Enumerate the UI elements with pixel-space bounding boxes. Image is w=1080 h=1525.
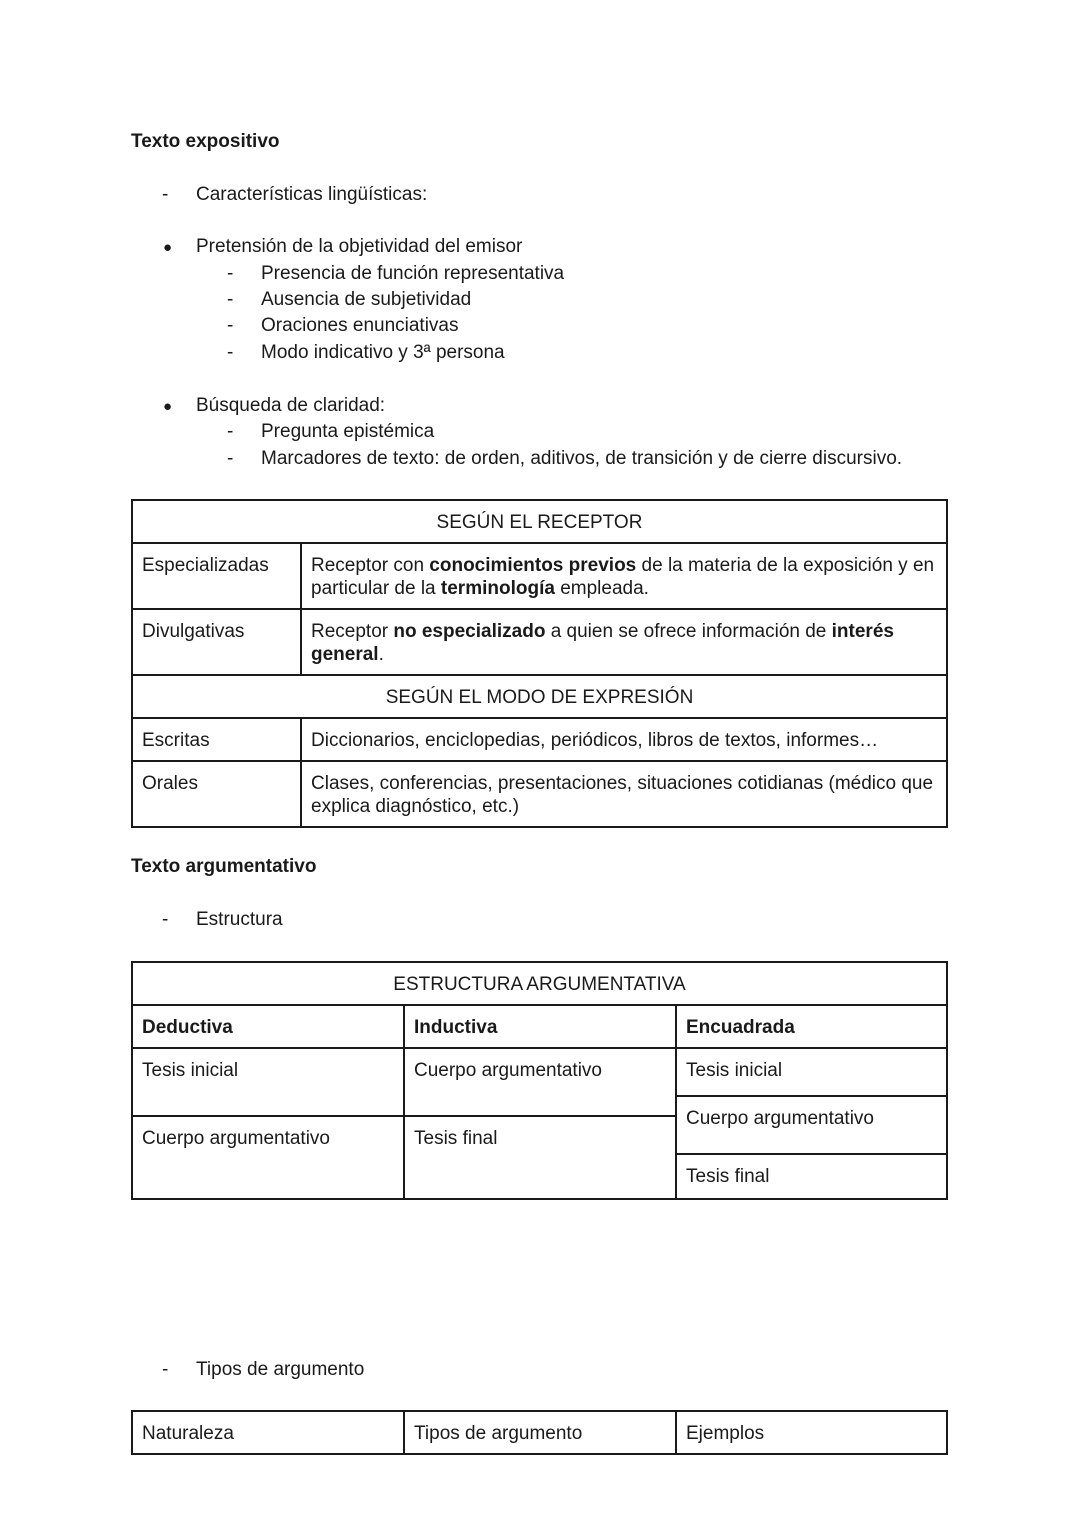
encuadrada-cell: Cuerpo argumentativo bbox=[676, 1096, 947, 1154]
dash-marker: - bbox=[227, 421, 234, 442]
tipos-label: Tipos de argumento bbox=[196, 1359, 365, 1380]
objetividad-item: Oraciones enunciativas bbox=[261, 315, 459, 336]
modo-header: SEGÚN EL MODO DE EXPRESIÓN bbox=[132, 675, 947, 718]
claridad-item: Marcadores de texto: de orden, aditivos, de transición y de cierre discursivo. bbox=[261, 448, 903, 469]
especializadas-desc: Receptor con conocimientos previos de la materia de la exposición y en particular de la terminología empleada. bbox=[301, 543, 947, 609]
col-inductiva: Inductiva bbox=[404, 1005, 676, 1048]
expositivo-table bbox=[131, 499, 948, 828]
objetividad-item: Presencia de función representativa bbox=[261, 263, 565, 284]
objetividad-label: Pretensión de la objetividad del emisor bbox=[196, 236, 523, 257]
escritas-desc: Diccionarios, enciclopedias, periódicos, libros de textos, informes… bbox=[301, 718, 947, 761]
dash-marker: - bbox=[162, 184, 169, 205]
tipos-table bbox=[131, 1410, 948, 1455]
claridad-label: Búsqueda de claridad: bbox=[196, 395, 386, 416]
escritas-label: Escritas bbox=[132, 718, 301, 761]
estructura-label: Estructura bbox=[196, 909, 283, 930]
col-encuadrada: Encuadrada bbox=[676, 1005, 947, 1048]
receptor-header: SEGÚN EL RECEPTOR bbox=[132, 500, 947, 543]
claridad-item: Pregunta epistémica bbox=[261, 421, 435, 442]
section-title-argumentativo: Texto argumentativo bbox=[131, 856, 317, 877]
dash-marker: - bbox=[162, 1359, 169, 1380]
orales-desc: Clases, conferencias, presentaciones, situaciones cotidianas (médico que explica diagnóstico, etc.) bbox=[301, 761, 947, 827]
objetividad-item: Modo indicativo y 3ª persona bbox=[261, 342, 505, 363]
orales-label: Orales bbox=[132, 761, 301, 827]
encuadrada-cell: Tesis final bbox=[676, 1154, 947, 1199]
estructura-header: ESTRUCTURA ARGUMENTATIVA bbox=[132, 962, 947, 1005]
dash-marker: - bbox=[227, 263, 234, 284]
divulgativas-label: Divulgativas bbox=[132, 609, 301, 675]
dash-marker: - bbox=[162, 909, 169, 930]
divulgativas-desc: Receptor no especializado a quien se ofrece información de interés general. bbox=[301, 609, 947, 675]
dash-marker: - bbox=[227, 315, 234, 336]
inductiva-cell: Cuerpo argumentativo bbox=[404, 1048, 676, 1116]
encuadrada-cell: Tesis inicial bbox=[676, 1048, 947, 1096]
estructura-table bbox=[131, 961, 948, 1200]
bullet-icon: ● bbox=[163, 239, 173, 256]
col-deductiva: Deductiva bbox=[132, 1005, 404, 1048]
inductiva-cell: Tesis final bbox=[404, 1116, 676, 1199]
deductiva-cell: Tesis inicial bbox=[132, 1048, 404, 1116]
especializadas-label: Especializadas bbox=[132, 543, 301, 609]
dash-marker: - bbox=[227, 448, 234, 469]
section-title-expositivo: Texto expositivo bbox=[131, 131, 280, 152]
col-tipos: Tipos de argumento bbox=[404, 1411, 676, 1454]
caracteristicas-label: Características lingüísticas: bbox=[196, 184, 428, 205]
dash-marker: - bbox=[227, 342, 234, 363]
objetividad-item: Ausencia de subjetividad bbox=[261, 289, 472, 310]
deductiva-cell: Cuerpo argumentativo bbox=[132, 1116, 404, 1199]
bullet-icon: ● bbox=[163, 398, 173, 415]
col-naturaleza: Naturaleza bbox=[132, 1411, 404, 1454]
dash-marker: - bbox=[227, 289, 234, 310]
col-ejemplos: Ejemplos bbox=[676, 1411, 947, 1454]
